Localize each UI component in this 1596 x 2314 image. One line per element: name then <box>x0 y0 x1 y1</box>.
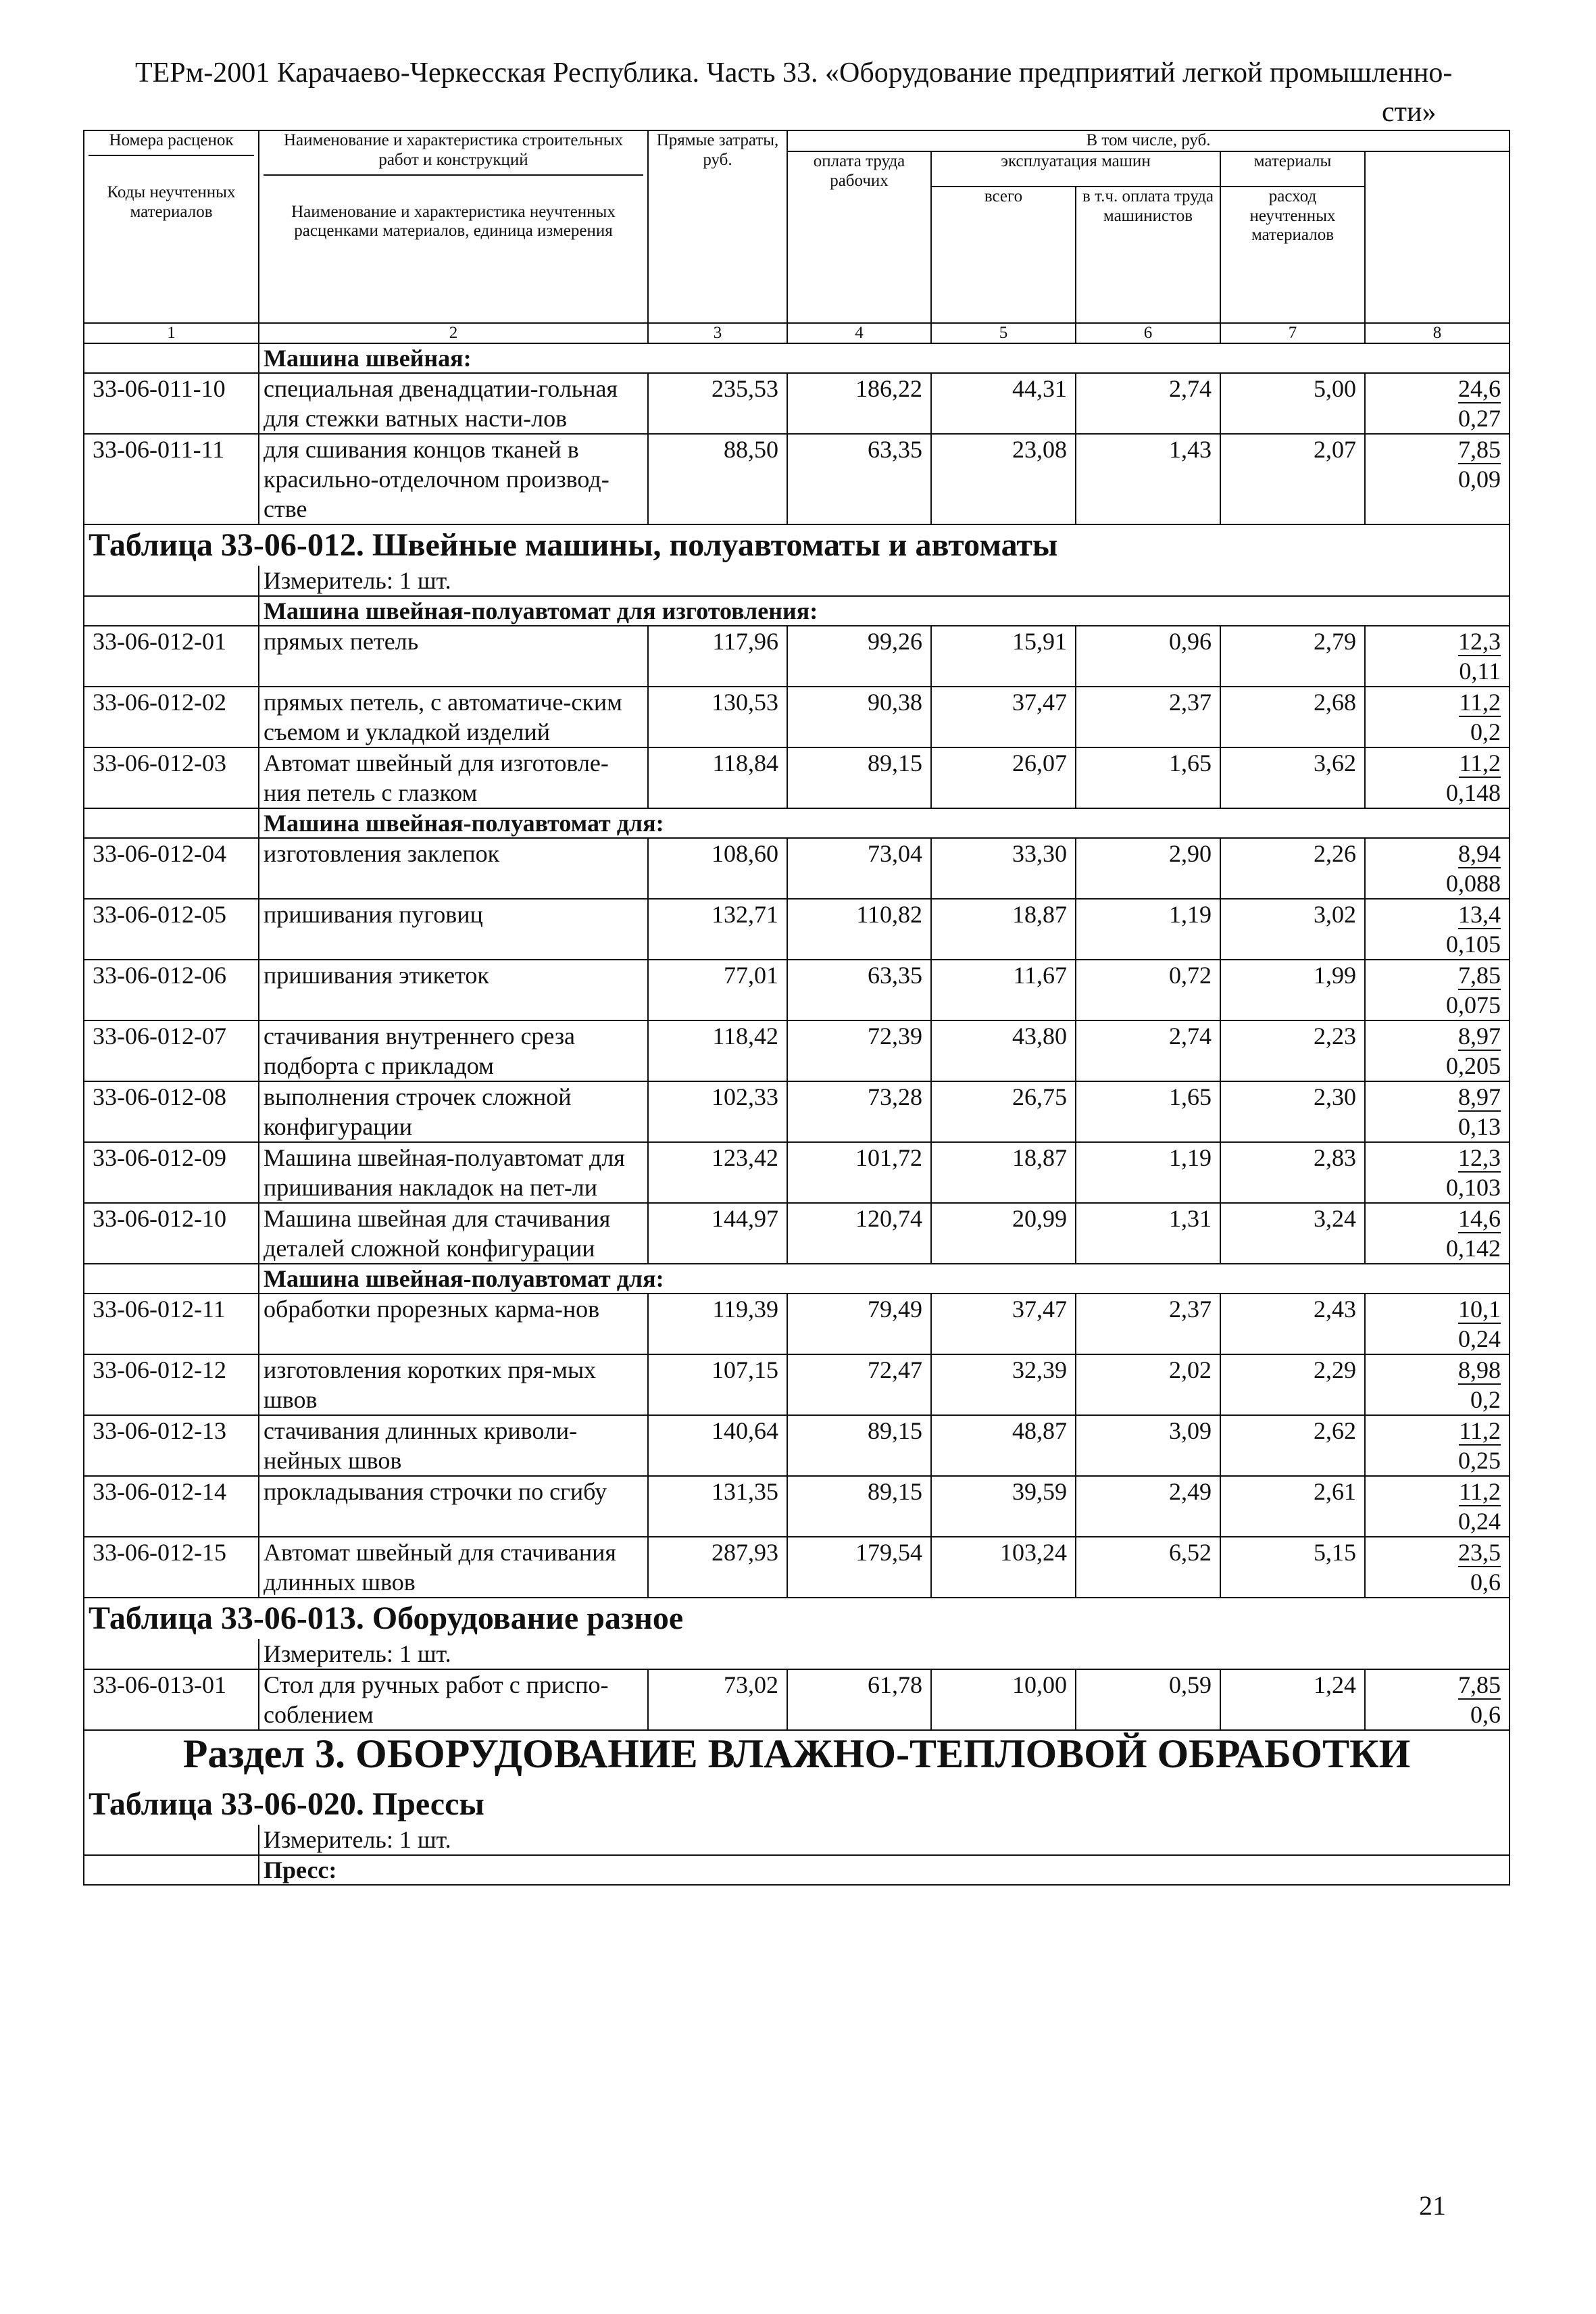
column-number: 5 <box>931 323 1076 343</box>
caption-row <box>84 596 1510 626</box>
table-row <box>84 1020 1510 1081</box>
value-materials: 2,29 <box>1220 1354 1365 1415</box>
table-row <box>84 1354 1510 1415</box>
value-labor: 8,97 <box>1458 1022 1501 1050</box>
value-materials: 2,43 <box>1220 1294 1365 1354</box>
caption-text: Машина швейная: <box>259 343 1510 373</box>
value-direct: 102,33 <box>648 1081 787 1142</box>
rate-name: прямых петель <box>259 626 648 687</box>
value-mass: 0,142 <box>1446 1234 1501 1262</box>
value-machinists: 0,72 <box>1076 960 1220 1020</box>
value-machines: 15,91 <box>931 626 1076 687</box>
value-mass: 0,6 <box>1470 1700 1501 1728</box>
value-machines: 11,67 <box>931 960 1076 1020</box>
value-mass: 0,2 <box>1470 718 1501 745</box>
measure-spacer <box>84 1639 259 1669</box>
caption-row <box>84 1264 1510 1294</box>
labor-mass-cell <box>1365 626 1510 687</box>
table-title-row <box>84 1598 1510 1639</box>
labor-mass-cell <box>1365 687 1510 747</box>
measure-unit: Измеритель: 1 шт. <box>259 1639 1510 1669</box>
table-row <box>84 1081 1510 1142</box>
value-materials: 2,79 <box>1220 626 1365 687</box>
rate-name: выполнения строчек сложной конфигурации <box>259 1081 648 1142</box>
value-machines: 37,47 <box>931 1294 1076 1354</box>
value-labor: 12,3 <box>1458 627 1501 655</box>
value-materials: 3,24 <box>1220 1203 1365 1264</box>
rate-code: 33-06-012-05 <box>84 899 259 960</box>
labor-mass-cell <box>1365 960 1510 1020</box>
value-machinists: 2,37 <box>1076 687 1220 747</box>
value-machinists: 2,74 <box>1076 1020 1220 1081</box>
value-mass: 0,075 <box>1446 991 1501 1018</box>
header-col-total: всего <box>931 187 1076 323</box>
value-wages: 90,38 <box>787 687 931 747</box>
labor-mass-cell <box>1365 1020 1510 1081</box>
table-row <box>84 373 1510 434</box>
value-materials: 1,24 <box>1220 1669 1365 1730</box>
rate-code: 33-06-012-08 <box>84 1081 259 1142</box>
labor-mass-cell <box>1365 899 1510 960</box>
value-direct: 117,96 <box>648 626 787 687</box>
value-mass: 0,2 <box>1470 1385 1501 1413</box>
rate-code: 33-06-012-10 <box>84 1203 259 1264</box>
value-machinists: 2,90 <box>1076 838 1220 899</box>
value-wages: 101,72 <box>787 1142 931 1203</box>
value-labor: 8,94 <box>1458 839 1501 867</box>
value-direct: 108,60 <box>648 838 787 899</box>
rate-name: пришивания этикеток <box>259 960 648 1020</box>
labor-mass-cell <box>1365 373 1510 434</box>
value-mass: 0,24 <box>1458 1325 1501 1352</box>
value-wages: 72,39 <box>787 1020 931 1081</box>
value-labor: 7,85 <box>1458 435 1501 463</box>
value-machines: 33,30 <box>931 838 1076 899</box>
caption-row <box>84 343 1510 373</box>
value-mass: 0,24 <box>1458 1507 1501 1535</box>
rate-code: 33-06-011-11 <box>84 434 259 524</box>
labor-mass-cell <box>1365 1203 1510 1264</box>
rate-name: Машина швейная-полуавтомат для пришивания накладок на пет-ли <box>259 1142 648 1203</box>
value-wages: 61,78 <box>787 1669 931 1730</box>
value-mass: 0,205 <box>1446 1052 1501 1079</box>
rate-code: 33-06-012-01 <box>84 626 259 687</box>
rate-code: 33-06-012-15 <box>84 1537 259 1598</box>
rate-code: 33-06-012-07 <box>84 1020 259 1081</box>
value-labor: 14,6 <box>1458 1204 1501 1232</box>
caption-row <box>84 808 1510 838</box>
rate-name: пришивания пуговиц <box>259 899 648 960</box>
rate-code: 33-06-012-03 <box>84 747 259 808</box>
value-machinists: 6,52 <box>1076 1537 1220 1598</box>
table-row <box>84 687 1510 747</box>
value-materials: 5,15 <box>1220 1537 1365 1598</box>
caption-spacer <box>84 1264 259 1294</box>
header-col-machines: эксплуатация машин <box>931 151 1220 187</box>
rate-name: обработки прорезных карма-нов <box>259 1294 648 1354</box>
header-col-materials: материалы <box>1220 151 1365 187</box>
value-mass: 0,103 <box>1446 1173 1501 1201</box>
measure-row <box>84 566 1510 596</box>
rate-code: 33-06-012-11 <box>84 1294 259 1354</box>
value-direct: 131,35 <box>648 1476 787 1537</box>
value-mass: 0,27 <box>1458 404 1501 432</box>
labor-mass-cell <box>1365 1537 1510 1598</box>
value-materials: 5,00 <box>1220 373 1365 434</box>
labor-mass-cell <box>1365 1081 1510 1142</box>
rate-name: Автомат швейный для стачивания длинных швов <box>259 1537 648 1598</box>
rate-name: Машина швейная для стачивания деталей сложной конфигурации <box>259 1203 648 1264</box>
value-materials: 2,61 <box>1220 1476 1365 1537</box>
value-materials: 2,23 <box>1220 1020 1365 1081</box>
value-wages: 72,47 <box>787 1354 931 1415</box>
value-mass: 0,25 <box>1458 1446 1501 1474</box>
rate-name: Стол для ручных работ с приспо-соблением <box>259 1669 648 1730</box>
value-machines: 43,80 <box>931 1020 1076 1081</box>
value-machinists: 1,19 <box>1076 899 1220 960</box>
rate-name: стачивания длинных криволи-нейных швов <box>259 1415 648 1476</box>
rate-name: изготовления коротких пря-мых швов <box>259 1354 648 1415</box>
value-labor: 11,2 <box>1459 1477 1501 1505</box>
rate-code: 33-06-012-12 <box>84 1354 259 1415</box>
value-labor: 11,2 <box>1459 1417 1501 1444</box>
labor-mass-cell <box>1365 1294 1510 1354</box>
value-machinists: 2,37 <box>1076 1294 1220 1354</box>
header-name-label: Наименование и характеристика строительных работ и конструкций <box>264 131 643 176</box>
column-number: 7 <box>1220 323 1365 343</box>
value-mass: 0,13 <box>1458 1112 1501 1140</box>
rate-name: прямых петель, с автоматиче-ским съемом и укладкой изделий <box>259 687 648 747</box>
value-machines: 37,47 <box>931 687 1076 747</box>
value-labor: 8,98 <box>1458 1356 1501 1383</box>
caption-text: Машина швейная-полуавтомат для изготовления: <box>259 596 1510 626</box>
value-mass: 0,11 <box>1459 657 1501 685</box>
column-number: 3 <box>648 323 787 343</box>
value-machines: 39,59 <box>931 1476 1076 1537</box>
value-direct: 130,53 <box>648 687 787 747</box>
value-direct: 119,39 <box>648 1294 787 1354</box>
labor-mass-cell <box>1365 747 1510 808</box>
column-number: 2 <box>259 323 648 343</box>
value-machines: 26,07 <box>931 747 1076 808</box>
value-labor: 11,2 <box>1459 688 1501 716</box>
value-materials: 3,62 <box>1220 747 1365 808</box>
value-machines: 18,87 <box>931 899 1076 960</box>
labor-mass-cell <box>1365 1354 1510 1415</box>
value-machines: 23,08 <box>931 434 1076 524</box>
caption-spacer <box>84 808 259 838</box>
value-mass: 0,09 <box>1458 465 1501 493</box>
header-col-machinists: в т.ч. оплата труда машинистов <box>1076 187 1220 323</box>
measure-row <box>84 1825 1510 1855</box>
value-machinists: 2,02 <box>1076 1354 1220 1415</box>
value-wages: 73,04 <box>787 838 931 899</box>
rate-code: 33-06-012-06 <box>84 960 259 1020</box>
caption-spacer <box>84 1855 259 1885</box>
value-direct: 77,01 <box>648 960 787 1020</box>
labor-mass-cell <box>1365 1669 1510 1730</box>
value-materials: 2,07 <box>1220 434 1365 524</box>
labor-mass-cell <box>1365 1142 1510 1203</box>
value-direct: 73,02 <box>648 1669 787 1730</box>
value-materials: 3,02 <box>1220 899 1365 960</box>
table-title: Таблица 33-06-020. Прессы <box>84 1777 1510 1825</box>
value-wages: 79,49 <box>787 1294 931 1354</box>
value-machines: 48,87 <box>931 1415 1076 1476</box>
caption-text: Пресс: <box>259 1855 1510 1885</box>
table-row <box>84 838 1510 899</box>
table-row <box>84 899 1510 960</box>
value-labor: 7,85 <box>1458 1671 1501 1698</box>
labor-mass-cell <box>1365 1476 1510 1537</box>
caption-text: Машина швейная-полуавтомат для: <box>259 1264 1510 1294</box>
value-direct: 235,53 <box>648 373 787 434</box>
rate-code: 33-06-012-14 <box>84 1476 259 1537</box>
value-labor: 13,4 <box>1458 900 1501 928</box>
value-direct: 132,71 <box>648 899 787 960</box>
table-row <box>84 960 1510 1020</box>
caption-text: Машина швейная-полуавтомат для: <box>259 808 1510 838</box>
value-materials: 2,30 <box>1220 1081 1365 1142</box>
value-direct: 123,42 <box>648 1142 787 1203</box>
table-row <box>84 747 1510 808</box>
value-materials: 2,83 <box>1220 1142 1365 1203</box>
table-row <box>84 1669 1510 1730</box>
table-row <box>84 1294 1510 1354</box>
header-name2-label: Наименование и характеристика неучтенных расценками материалов, единица измерения <box>291 202 616 241</box>
value-machinists: 2,74 <box>1076 373 1220 434</box>
column-number: 1 <box>84 323 259 343</box>
value-wages: 99,26 <box>787 626 931 687</box>
value-labor: 10,1 <box>1458 1295 1501 1323</box>
value-materials: 2,26 <box>1220 838 1365 899</box>
value-mass: 0,105 <box>1446 930 1501 958</box>
value-mass: 0,088 <box>1446 869 1501 897</box>
rate-name: специальная двенадцатии-гольная для стежки ватных насти-лов <box>259 373 648 434</box>
value-labor: 11,2 <box>1459 749 1501 777</box>
value-labor: 23,5 <box>1458 1538 1501 1566</box>
value-materials: 2,68 <box>1220 687 1365 747</box>
header-col-wages: оплата труда рабочих <box>787 151 931 323</box>
value-wages: 179,54 <box>787 1537 931 1598</box>
value-machines: 18,87 <box>931 1142 1076 1203</box>
value-materials: 2,62 <box>1220 1415 1365 1476</box>
table-row <box>84 434 1510 524</box>
header-col-numbers <box>84 130 259 323</box>
value-direct: 88,50 <box>648 434 787 524</box>
rate-code: 33-06-012-02 <box>84 687 259 747</box>
section-row <box>84 1730 1510 1777</box>
measure-unit: Измеритель: 1 шт. <box>259 1825 1510 1855</box>
rate-code: 33-06-012-09 <box>84 1142 259 1203</box>
value-wages: 89,15 <box>787 747 931 808</box>
value-direct: 140,64 <box>648 1415 787 1476</box>
table-header-row <box>84 130 1510 151</box>
value-wages: 89,15 <box>787 1476 931 1537</box>
column-number: 8 <box>1365 323 1510 343</box>
value-machinists: 3,09 <box>1076 1415 1220 1476</box>
rate-name: стачивания внутреннего среза подборта с прикладом <box>259 1020 648 1081</box>
value-machines: 20,99 <box>931 1203 1076 1264</box>
table-row <box>84 1537 1510 1598</box>
value-machinists: 0,59 <box>1076 1669 1220 1730</box>
measure-spacer <box>84 566 259 596</box>
rate-code: 33-06-012-04 <box>84 838 259 899</box>
rate-code: 33-06-011-10 <box>84 373 259 434</box>
value-materials: 1,99 <box>1220 960 1365 1020</box>
value-wages: 89,15 <box>787 1415 931 1476</box>
table-row <box>84 1142 1510 1203</box>
value-wages: 110,82 <box>787 899 931 960</box>
labor-mass-cell <box>1365 838 1510 899</box>
value-wages: 63,35 <box>787 960 931 1020</box>
rate-code: 33-06-013-01 <box>84 1669 259 1730</box>
value-wages: 63,35 <box>787 434 931 524</box>
rate-name: прокладывания строчки по сгибу <box>259 1476 648 1537</box>
section-title: Раздел 3. ОБОРУДОВАНИЕ ВЛАЖНО-ТЕПЛОВОЙ ОБРАБОТКИ <box>84 1730 1510 1777</box>
value-labor: 24,6 <box>1458 374 1501 402</box>
page-number: 21 <box>1419 2190 1446 2221</box>
value-mass: 0,6 <box>1470 1568 1501 1596</box>
value-machines: 44,31 <box>931 373 1076 434</box>
column-numbers-row <box>84 323 1510 343</box>
value-machinists: 1,65 <box>1076 747 1220 808</box>
value-direct: 144,97 <box>648 1203 787 1264</box>
value-machines: 32,39 <box>931 1354 1076 1415</box>
value-machinists: 1,43 <box>1076 434 1220 524</box>
header-codes-label: Коды неучтенных материалов <box>107 182 236 221</box>
caption-row <box>84 1855 1510 1885</box>
table-row <box>84 1476 1510 1537</box>
table-title-row <box>84 524 1510 566</box>
header-numbers-label: Номера расценок <box>89 131 254 156</box>
table-row <box>84 1203 1510 1264</box>
rates-table <box>83 130 1510 1886</box>
measure-row <box>84 1639 1510 1669</box>
header-col-direct: Прямые затраты, руб. <box>648 130 787 323</box>
header-col-including: В том числе, руб. <box>787 130 1510 151</box>
value-wages: 186,22 <box>787 373 931 434</box>
column-number: 6 <box>1076 323 1220 343</box>
document-header-continued: сти» <box>1382 97 1437 128</box>
document-header: ТЕРм-2001 Карачаево-Черкесская Республика. Часть 33. «Оборудование предприятий легкой промышленно- <box>135 57 1453 89</box>
value-machinists: 1,19 <box>1076 1142 1220 1203</box>
value-labor: 8,97 <box>1458 1083 1501 1110</box>
caption-spacer <box>84 596 259 626</box>
header-col-name <box>259 130 648 323</box>
value-direct: 107,15 <box>648 1354 787 1415</box>
value-direct: 118,42 <box>648 1020 787 1081</box>
table-title: Таблица 33-06-012. Швейные машины, полуавтоматы и автоматы <box>84 524 1510 566</box>
value-labor: 12,3 <box>1458 1143 1501 1171</box>
rate-name: для сшивания концов тканей в красильно-отделочном производ-стве <box>259 434 648 524</box>
rate-code: 33-06-012-13 <box>84 1415 259 1476</box>
table-title-row <box>84 1777 1510 1825</box>
value-wages: 120,74 <box>787 1203 931 1264</box>
column-number: 4 <box>787 323 931 343</box>
value-machines: 10,00 <box>931 1669 1076 1730</box>
table-row <box>84 626 1510 687</box>
value-direct: 287,93 <box>648 1537 787 1598</box>
rate-name: Автомат швейный для изготовле-ния петель с глазком <box>259 747 648 808</box>
value-machinists: 1,65 <box>1076 1081 1220 1142</box>
rate-name: изготовления заклепок <box>259 838 648 899</box>
value-machinists: 0,96 <box>1076 626 1220 687</box>
labor-mass-cell <box>1365 1415 1510 1476</box>
table-row <box>84 1415 1510 1476</box>
caption-spacer <box>84 343 259 373</box>
value-machines: 103,24 <box>931 1537 1076 1598</box>
value-labor: 7,85 <box>1458 961 1501 989</box>
measure-spacer <box>84 1825 259 1855</box>
value-machinists: 1,31 <box>1076 1203 1220 1264</box>
labor-mass-cell <box>1365 434 1510 524</box>
value-direct: 118,84 <box>648 747 787 808</box>
value-wages: 73,28 <box>787 1081 931 1142</box>
measure-unit: Измеритель: 1 шт. <box>259 566 1510 596</box>
header-col-consumption: расход неучтенных материалов <box>1220 187 1365 323</box>
value-mass: 0,148 <box>1446 779 1501 806</box>
value-machines: 26,75 <box>931 1081 1076 1142</box>
value-machinists: 2,49 <box>1076 1476 1220 1537</box>
table-title: Таблица 33-06-013. Оборудование разное <box>84 1598 1510 1639</box>
